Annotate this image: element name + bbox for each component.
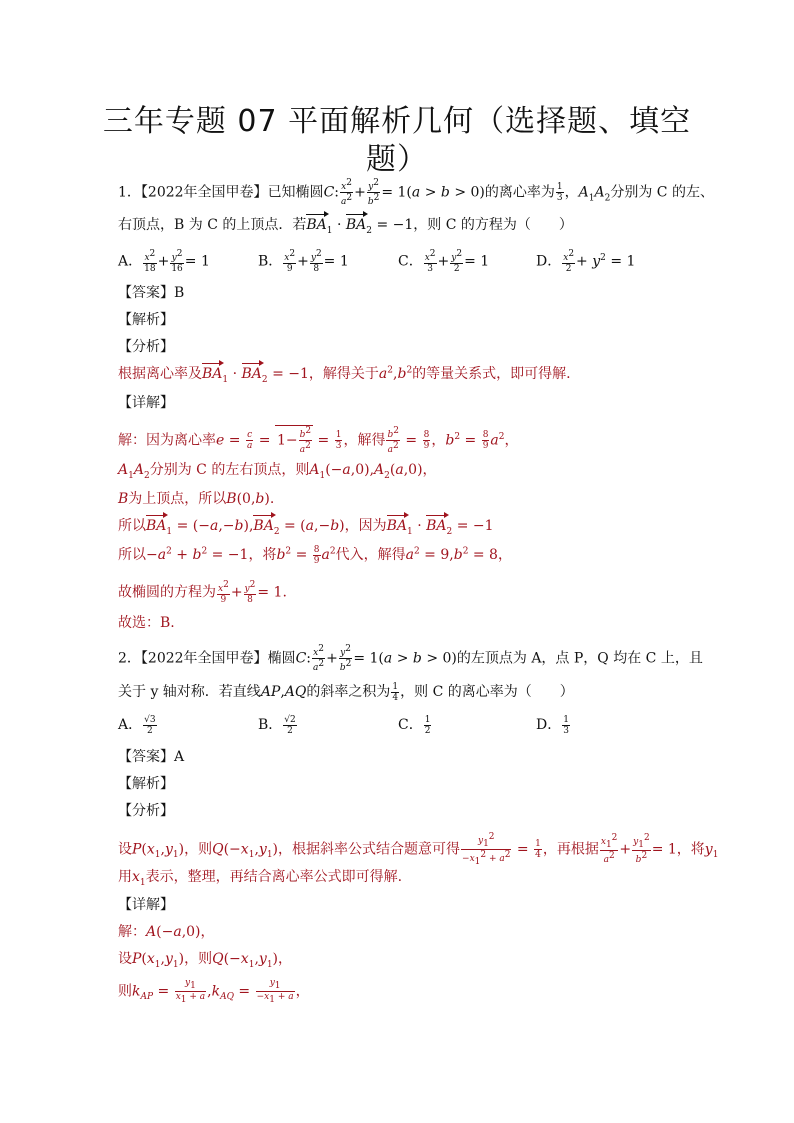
q2-fenxi-line1: 设$P(x_1,y_1)$，则$Q(-x_1,y_1)$，根据斜率公式结合题意可得 $\frac{y_1^2}{-x_1^2 + a^2}$ = $\frac{1}{4}$ ，再根据 $\frac{x_1^2}{a^2}$ + $\frac{y_1^2}{b^2}$ = 1，将$y_1$ (118, 832, 719, 867)
q2-analysis-label: 【解析】 (118, 776, 174, 792)
q1-answer: 【答案】B (118, 285, 185, 301)
q1-detail-line7: 故选：B. (118, 615, 175, 631)
q1-stem-line1: 1．【2022年全国甲卷】已知椭圆C: $\frac{x^2}{a^2}$ + $\frac{y^2}{b^2}$ = 1(a > b > 0)的离心率为 $\frac{1}{3}$ ，$A_1A_2$分别为 C 的左、 (118, 178, 714, 207)
q1-fenxi-text: 根据离心率及$BA_1 \cdot BA_2 = -1$，解得关于$a^2,b^2$的等量关系式，即可得解. (118, 365, 571, 385)
q1-detail-line3: B为上顶点，所以B(0,b). (118, 491, 275, 507)
q2-stem-line2: 关于 y 轴对称．若直线AP,AQ的斜率之积为 $\frac{1}{4}$ ，则 C 的离心率为（ ） (118, 681, 574, 703)
q2-detail-line3: 则$k_{AP}$ = $\frac{y_1}{x_1 + a}$ $,k_{AQ}$ = $\frac{y_1}{-x_1 + a}$ ， (118, 978, 310, 1005)
q2-detail-line2: 设$P(x_1,y_1)$，则$Q(-x_1,y_1)$， (118, 951, 293, 970)
q1-analysis-label: 【解析】 (118, 312, 174, 328)
page-title: 三年专题 07 平面解析几何（选择题、填空 (102, 104, 692, 139)
q2-detail-label: 【详解】 (118, 897, 174, 913)
q2-option-a[interactable]: A． $\frac{√3}{2}$ (118, 714, 156, 736)
q2-option-c[interactable]: C． $\frac{1}{2}$ (398, 714, 431, 736)
q1-detail-label: 【详解】 (118, 395, 174, 411)
q1-option-c[interactable]: C． $\frac{x^2}{3}$ + $\frac{y^2}{2}$ = 1 (398, 249, 490, 274)
q1-option-a[interactable]: A． $\frac{x^2}{18}$ + $\frac{y^2}{16}$ = 1 (118, 249, 210, 274)
q1-fenxi-label: 【分析】 (118, 339, 174, 355)
q1-detail-line2: $A_1A_2$分别为 C 的左右顶点，则$A_1(-a,0),A_2(a,0)$， (118, 462, 437, 481)
q1-option-d[interactable]: D． $\frac{x^2}{2}$ + $y^2 = 1$ (536, 249, 636, 274)
q2-detail-line1: 解：A(−a,0)， (118, 924, 215, 940)
q1-option-b[interactable]: B． $\frac{x^2}{9}$ + $\frac{y^2}{8}$ = 1 (258, 249, 349, 274)
q1-detail-line6: 故椭圆的方程为 $\frac{x^2}{9}$ + $\frac{y^2}{8}$ = 1. (118, 580, 287, 605)
q1-stem-line2: 右顶点，B 为 C 的上顶点．若$BA_1 \cdot BA_2 = -1$，则 C 的方程为（ ） (118, 217, 573, 236)
page-title-continued: 题） (366, 142, 428, 177)
q2-option-d[interactable]: D． $\frac{1}{3}$ (536, 714, 569, 736)
q2-option-b[interactable]: B． $\frac{√2}{2}$ (258, 714, 296, 736)
q1-detail-line5: 所以$-a^2 + b^2 = -1$，将$b^2$ = $\frac{8}{9}$ $a^2$代入，解得$a^2 = 9,b^2 = 8$， (118, 544, 512, 566)
q2-answer: 【答案】A (118, 749, 185, 765)
q2-fenxi-line2: 用$x_1$表示，整理，再结合离心率公式即可得解. (118, 869, 403, 888)
q1-detail-line1: 解：因为离心率e = $\frac{c}{a}$ = 1− $\frac{b^2}{a^2}$ = $\frac{1}{3}$ ，解得 $\frac{b^2}{a^2}$ = $\frac{8}{9}$ ，$b^2$ = $\frac{8}{9}$ $a^2$， (118, 426, 519, 455)
q2-stem-line1: 2．【2022年全国甲卷】椭圆C: $\frac{x^2}{a^2}$ + $\frac{y^2}{b^2}$ = 1(a > b > 0)的左顶点为 A，点 P，Q 均在 C 上，且 (118, 644, 703, 673)
q1-detail-line4: 所以$BA_1 = (-a,-b),BA_2 = (a,-b)$，因为$BA_1 \cdot BA_2 = -1$ (118, 518, 494, 537)
q2-fenxi-label: 【分析】 (118, 803, 174, 819)
